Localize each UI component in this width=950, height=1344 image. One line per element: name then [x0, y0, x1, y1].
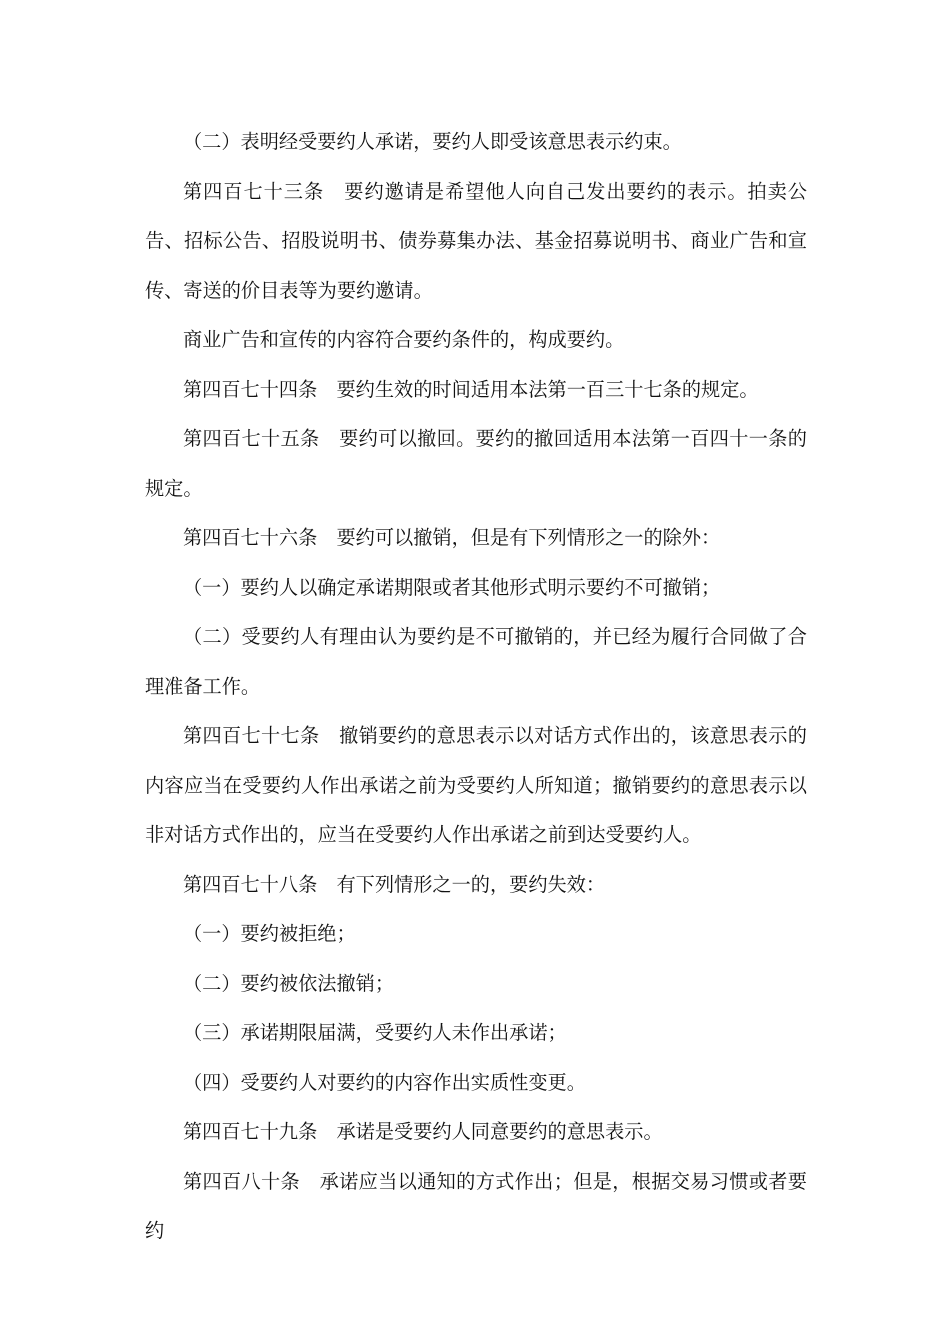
paragraph-item-2: （二）表明经受要约人承诺，要约人即受该意思表示约束。: [183, 130, 682, 153]
article-480: 第四百八十条 承诺应当以通知的方式作出；但是，根据交易习惯或者要约: [145, 1169, 807, 1242]
article-476-item-2: （二）受要约人有理由认为要约是不可撤销的，并已经为履行合同做了合理准备工作。: [145, 625, 807, 698]
article-478-item-4: （四）受要约人对要约的内容作出实质性变更。: [183, 1070, 586, 1094]
article-479: 第四百七十九条 承诺是受要约人同意要约的意思表示。: [183, 1120, 663, 1143]
article-476: 第四百七十六条 要约可以撤销，但是有下列情形之一的除外：: [183, 526, 721, 549]
article-473: 第四百七十三条 要约邀请是希望他人向自己发出要约的表示。拍卖公告、招标公告、招股说明书、债券募集办法、基金招募说明书、商业广告和宣传、寄送的价目表等为要约邀请。: [145, 179, 807, 302]
article-478: 第四百七十八条 有下列情形之一的，要约失效：: [183, 872, 606, 896]
article-473-paragraph-2: 商业广告和宣传的内容符合要约条件的，构成要约。: [183, 328, 625, 351]
article-478-item-2: （二）要约被依法撤销；: [183, 971, 395, 995]
article-478-item-3: （三）承诺期限届满，受要约人未作出承诺；: [183, 1021, 567, 1044]
article-477: 第四百七十七条 撤销要约的意思表示以对话方式作出的，该意思表示的内容应当在受要约人作出承诺之前为受要约人所知道；撤销要约的意思表示以非对话方式作出的，应当在受要约人作出承诺之前到达受要约人。: [145, 724, 807, 846]
document-body: [145, 117, 807, 1256]
article-474: 第四百七十四条 要约生效的时间适用本法第一百三十七条的规定。: [183, 377, 759, 401]
article-476-item-1: （一）要约人以确定承诺期限或者其他形式明示要约不可撤销；: [183, 575, 721, 599]
article-475: 第四百七十五条 要约可以撤回。要约的撤回适用本法第一百四十一条的规定。: [145, 427, 807, 500]
article-478-item-1: （一）要约被拒绝；: [183, 922, 356, 945]
